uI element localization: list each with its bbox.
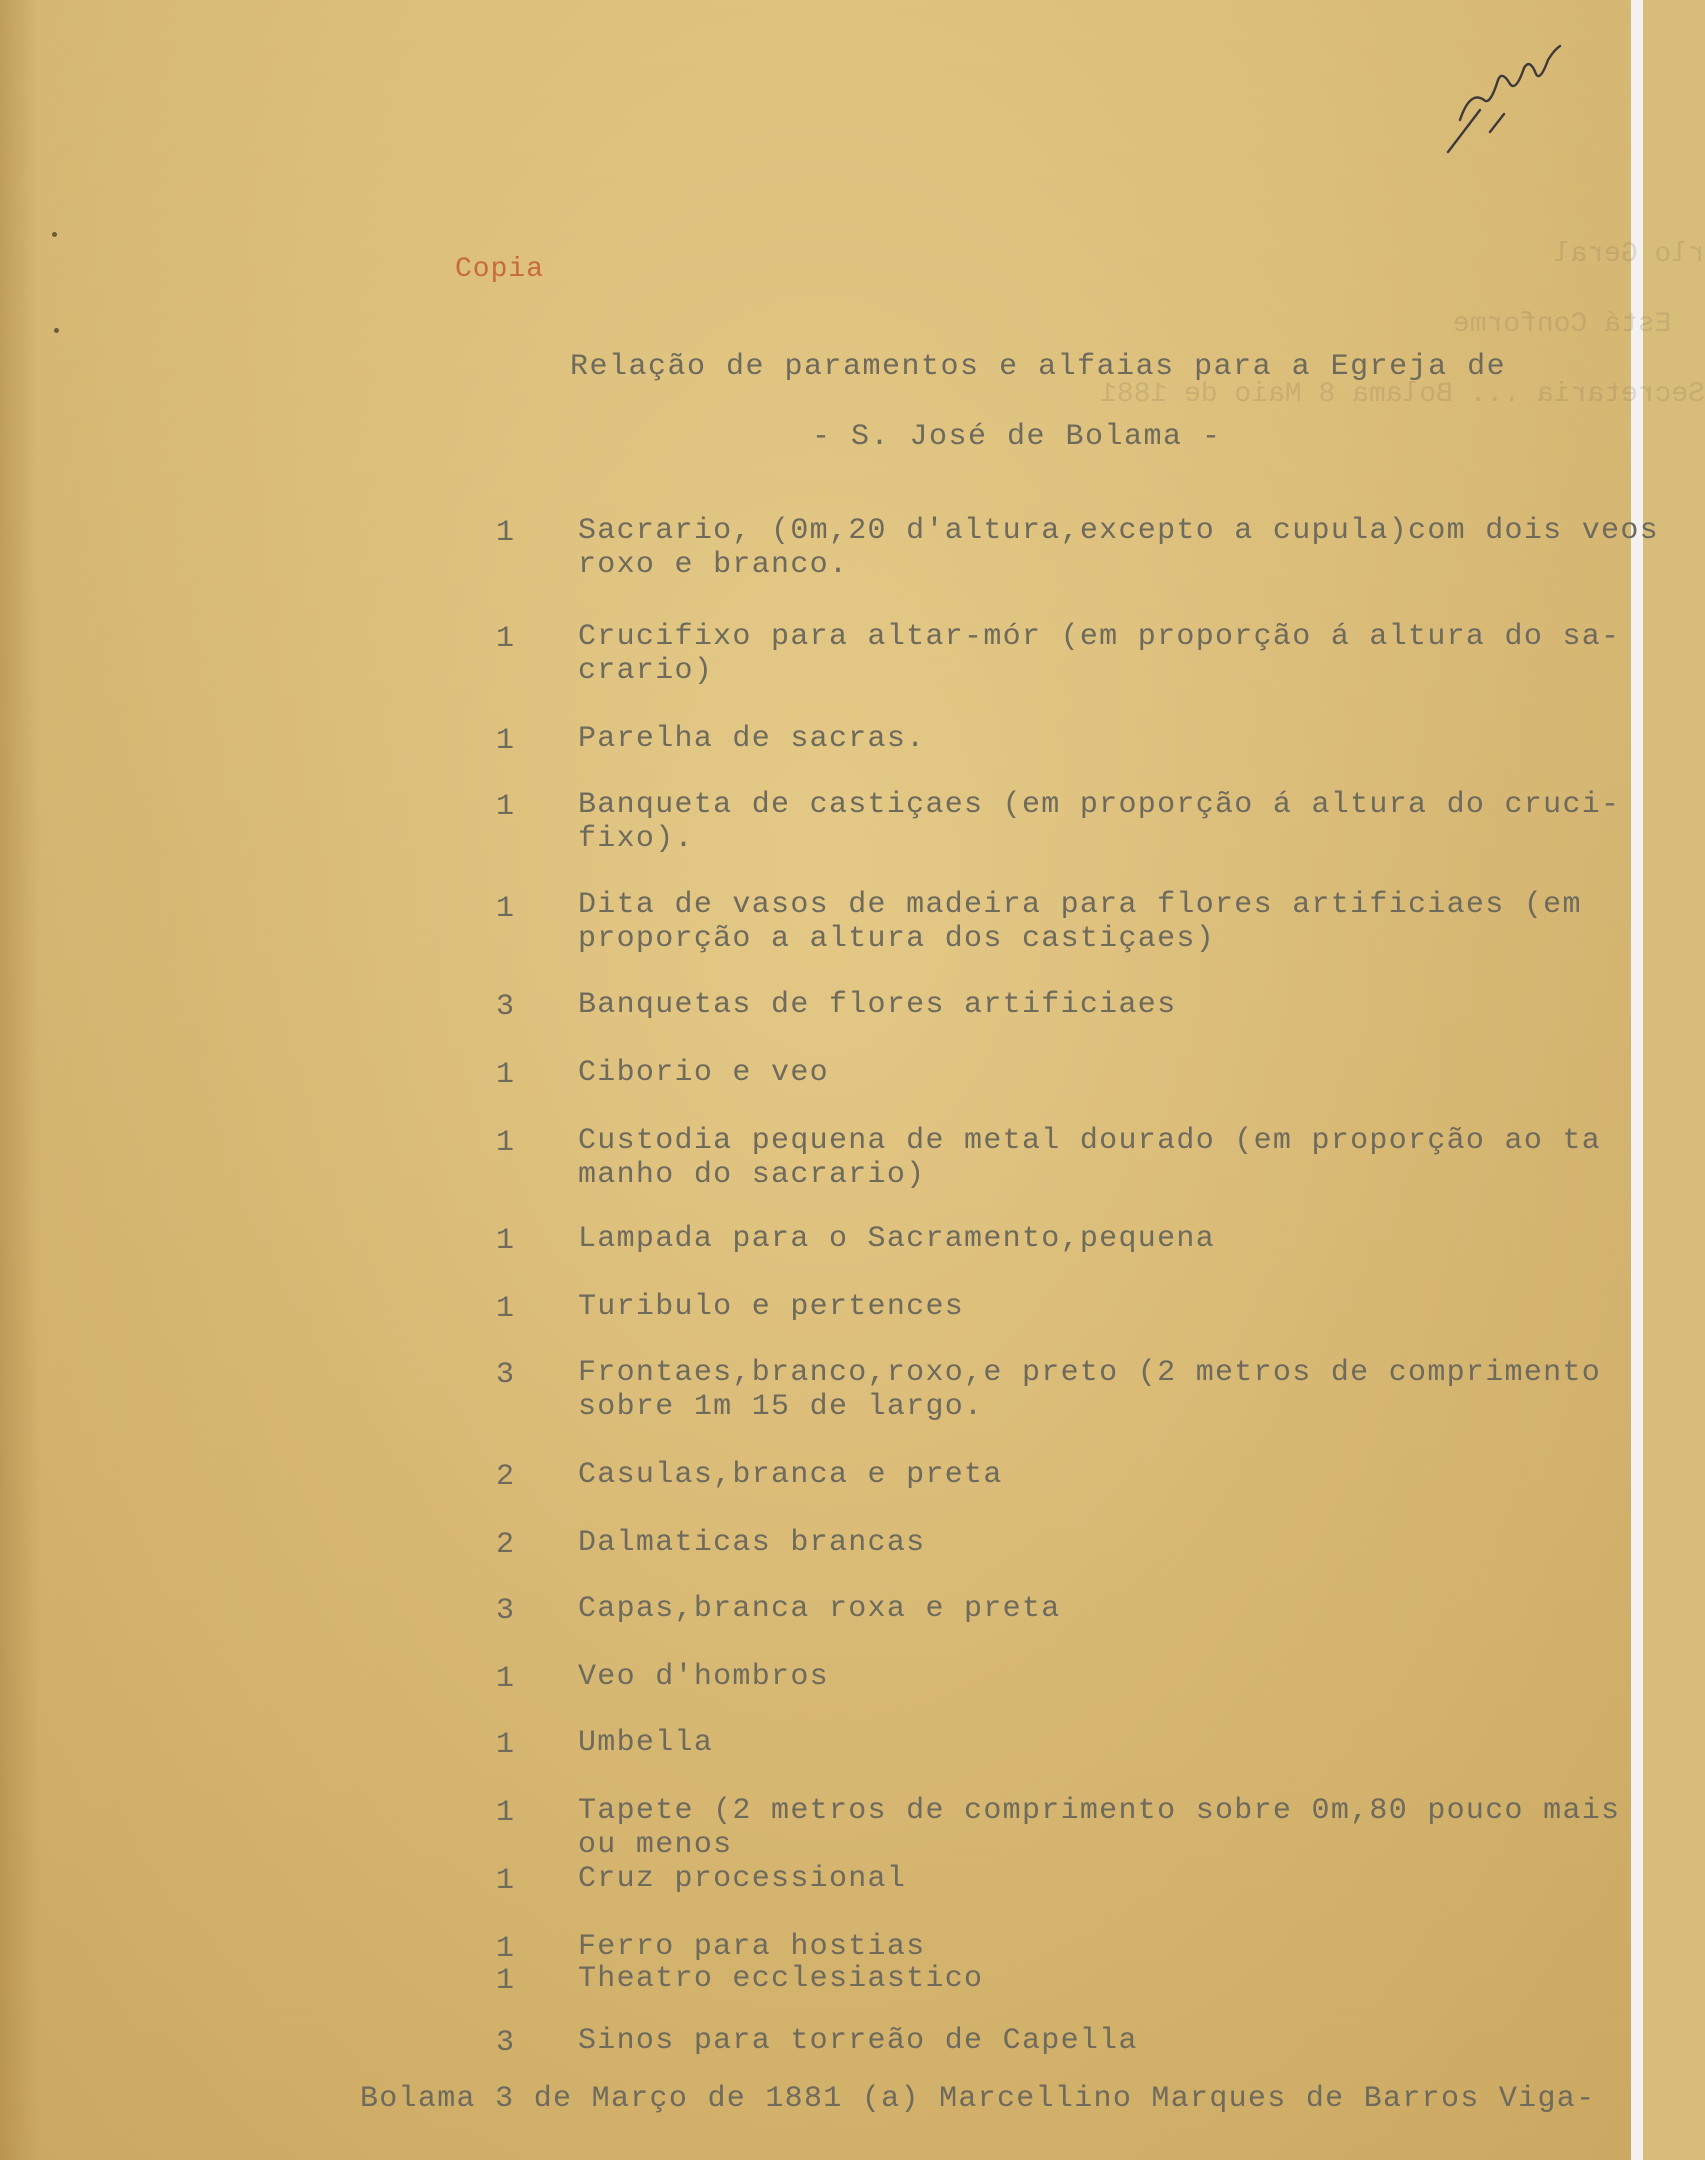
item-description: Crucifixo para altar-mór (em proporção á altura do sa- crario) xyxy=(578,620,1621,688)
item-quantity: 1 xyxy=(496,1964,515,1998)
item-description: Custodia pequena de metal dourado (em proporção ao ta manho do sacrario) xyxy=(578,1124,1602,1192)
paper-shadow xyxy=(0,0,40,2160)
item-quantity: 2 xyxy=(496,1528,515,1562)
item-description: Banquetas de flores artificiaes xyxy=(578,988,1177,1022)
paper-speck xyxy=(52,232,57,237)
item-quantity: 1 xyxy=(496,1224,515,1258)
item-description: Capas,branca roxa e preta xyxy=(578,1592,1061,1626)
item-description: Ciborio e veo xyxy=(578,1056,829,1090)
item-description: Dalmaticas brancas xyxy=(578,1526,926,1560)
item-quantity: 1 xyxy=(496,622,515,656)
item-description: Sinos para torreão de Capella xyxy=(578,2024,1138,2058)
handwritten-signature xyxy=(1440,40,1570,160)
item-quantity: 3 xyxy=(496,2026,515,2060)
item-description: Sacrario, (0m,20 d'altura,excepto a cupula)com dois veos roxo e branco. xyxy=(578,514,1659,582)
copy-stamp: Copia xyxy=(455,254,545,285)
item-quantity: 1 xyxy=(496,1932,515,1966)
item-quantity: 1 xyxy=(496,1292,515,1326)
document-title: Relação de paramentos e alfaias para a Egreja de xyxy=(570,350,1507,384)
item-quantity: 1 xyxy=(496,1058,515,1092)
paper-speck xyxy=(54,328,59,333)
item-quantity: 2 xyxy=(496,1460,515,1494)
item-description: Turibulo e pertences xyxy=(578,1290,965,1324)
item-description: Banqueta de castiçaes (em proporção á altura do cruci- fixo). xyxy=(578,788,1621,856)
item-description: Parelha de sacras. xyxy=(578,722,926,756)
bleed-through: rlo Geral Está Conforme Secretaria ... Bolama 8 Maio de 1881 xyxy=(1100,239,1705,410)
item-description: Ferro para hostias xyxy=(578,1930,926,1964)
item-description: Umbella xyxy=(578,1726,714,1760)
item-description: Casulas,branca e preta xyxy=(578,1458,1003,1492)
document-subtitle: - S. José de Bolama - xyxy=(812,420,1222,454)
item-description: Dita de vasos de madeira para flores artificiaes (em proporção a altura dos castiçaes) xyxy=(578,888,1582,956)
item-quantity: 1 xyxy=(496,1662,515,1696)
item-description: Cruz processional xyxy=(578,1862,907,1896)
item-quantity: 1 xyxy=(496,1864,515,1898)
item-description: Lampada para o Sacramento,pequena xyxy=(578,1222,1215,1256)
item-quantity: 1 xyxy=(496,1796,515,1830)
item-quantity: 1 xyxy=(496,724,515,758)
item-description: Theatro ecclesiastico xyxy=(578,1962,984,1996)
item-quantity: 3 xyxy=(496,990,515,1024)
item-quantity: 1 xyxy=(496,790,515,824)
item-description: Tapete (2 metros de comprimento sobre 0m,80 pouco mais ou menos xyxy=(578,1794,1621,1862)
item-quantity: 3 xyxy=(496,1594,515,1628)
document-footer: Bolama 3 de Março de 1881 (a) Marcellino Marques de Barros Viga- xyxy=(360,2082,1596,2116)
item-description: Frontaes,branco,roxo,e preto (2 metros de comprimento sobre 1m 15 de largo. xyxy=(578,1356,1602,1424)
item-quantity: 1 xyxy=(496,892,515,926)
item-quantity: 1 xyxy=(496,516,515,550)
item-quantity: 3 xyxy=(496,1358,515,1392)
item-quantity: 1 xyxy=(496,1728,515,1762)
item-quantity: 1 xyxy=(496,1126,515,1160)
item-description: Veo d'hombros xyxy=(578,1660,829,1694)
